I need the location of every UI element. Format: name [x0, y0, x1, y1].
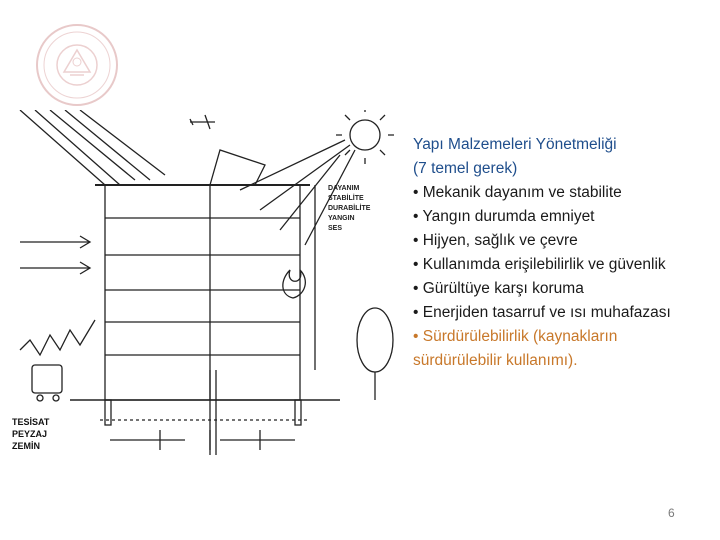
figure-label-tesisat: TESİSAT [12, 417, 50, 427]
tag-stabilite: STABİLİTE [328, 195, 364, 202]
subtitle-line: (7 temel gerek) [413, 160, 518, 177]
tag-yangin: YANGIN [328, 215, 355, 222]
bullet-erisilebilirlik: • Kullanımda erişilebilirlik ve güvenlik [413, 256, 666, 273]
figure-label-peyzaj: PEYZAJ [12, 429, 48, 439]
bullet-surdurulebilirlik-cont: sürdürülebilir kullanımı). [413, 352, 578, 369]
building-requirements-illustration [10, 110, 415, 480]
tag-durabilite: DURABİLİTE [328, 205, 371, 212]
requirements-text [413, 133, 713, 373]
institution-seal-logo [32, 20, 122, 110]
bullet-surdurulebilirlik: • Sürdürülebilirlik (kaynakların [413, 328, 618, 345]
tag-ses: SES [328, 225, 343, 232]
figure-label-zemin: ZEMİN [12, 441, 40, 451]
bullet-mekanik-dayanim: • Mekanik dayanım ve stabilite [413, 184, 622, 201]
bullet-enerji: • Enerjiden tasarruf ve ısı muhafazası [413, 304, 671, 321]
page-number: 6 [668, 506, 675, 520]
bullet-hijyen: • Hijyen, sağlık ve çevre [413, 232, 578, 249]
title-line: Yapı Malzemeleri Yönetmeliği [413, 136, 617, 153]
tag-dayanim: DAYANIM [328, 185, 360, 192]
bullet-gurultu: • Gürültüye karşı koruma [413, 280, 584, 297]
bullet-yangin: • Yangın durumda emniyet [413, 208, 595, 225]
